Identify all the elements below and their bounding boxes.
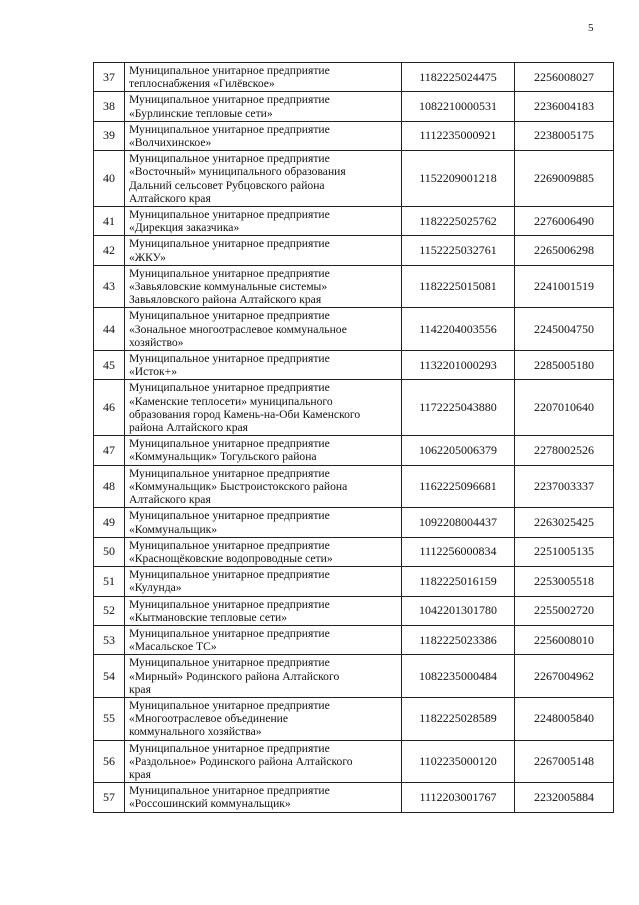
inn-cell: 2256008010	[515, 625, 614, 654]
enterprise-name-line: «Каменские теплосети» муниципального	[129, 394, 333, 408]
enterprise-name-line: «Коммунальщик» Тогульского района	[129, 450, 317, 464]
enterprise-name-line: Алтайского края	[129, 191, 211, 205]
table-row	[94, 265, 614, 308]
enterprise-name-line: «Кулунда»	[129, 581, 182, 595]
enterprise-name-cell	[125, 697, 402, 740]
enterprise-name-cell	[125, 436, 402, 465]
ogrn-cell: 1182225028589	[402, 697, 515, 740]
enterprise-name-line: «Коммунальщик» Быстроистокского района	[129, 479, 348, 493]
inn-cell: 2238005175	[515, 121, 614, 150]
enterprise-name-line: «Коммунальщик»	[129, 522, 218, 536]
inn-cell: 2241001519	[515, 265, 614, 308]
enterprise-name-line: «ЖКУ»	[129, 250, 166, 264]
inn-cell: 2276006490	[515, 207, 614, 236]
enterprise-name-cell	[125, 351, 402, 380]
row-number-cell: 42	[94, 236, 125, 265]
table-row	[94, 740, 614, 783]
enterprise-name-line: Завьяловского района Алтайского края	[129, 293, 322, 307]
enterprise-name-cell	[125, 63, 402, 92]
enterprise-name-line: Муниципальное унитарное предприятие	[129, 93, 330, 107]
table-row	[94, 207, 614, 236]
enterprise-name-line: «Кытмановские тепловые сети»	[129, 610, 288, 624]
enterprise-name-cell	[125, 655, 402, 698]
table-row	[94, 236, 614, 265]
enterprise-name-line: Муниципальное унитарное предприятие	[129, 741, 330, 755]
enterprise-name-line: Муниципальное унитарное предприятие	[129, 309, 330, 323]
enterprise-name-line: района Алтайского края	[129, 421, 248, 435]
enterprise-name-cell	[125, 783, 402, 812]
row-number-cell: 54	[94, 655, 125, 698]
row-number-cell: 51	[94, 567, 125, 596]
ogrn-cell: 1182225016159	[402, 567, 515, 596]
enterprise-name-cell	[125, 596, 402, 625]
inn-cell: 2285005180	[515, 351, 614, 380]
row-number-cell: 40	[94, 151, 125, 207]
inn-cell: 2267005148	[515, 740, 614, 783]
ogrn-cell: 1042201301780	[402, 596, 515, 625]
ogrn-cell: 1182225024475	[402, 63, 515, 92]
enterprise-name-line: образования город Камень-на-Оби Каменского	[129, 407, 361, 421]
table-row	[94, 380, 614, 436]
enterprise-name-cell	[125, 567, 402, 596]
row-number-cell: 45	[94, 351, 125, 380]
enterprise-name-line: Муниципальное унитарное предприятие	[129, 152, 330, 166]
inn-cell: 2265006298	[515, 236, 614, 265]
inn-cell: 2232005884	[515, 783, 614, 812]
enterprise-name-line: теплоснабжения «Гилёвское»	[129, 77, 275, 91]
inn-cell: 2248005840	[515, 697, 614, 740]
row-number-cell: 49	[94, 508, 125, 537]
enterprise-name-line: «Восточный» муниципального образования	[129, 165, 346, 179]
ogrn-cell: 1182225025762	[402, 207, 515, 236]
inn-cell: 2256008027	[515, 63, 614, 92]
enterprise-name-line: Муниципальное унитарное предприятие	[129, 208, 330, 222]
ogrn-cell: 1142204003556	[402, 308, 515, 351]
table-row	[94, 508, 614, 537]
row-number-cell: 37	[94, 63, 125, 92]
ogrn-cell: 1062205006379	[402, 436, 515, 465]
inn-cell: 2263025425	[515, 508, 614, 537]
enterprise-name-line: Муниципальное унитарное предприятие	[129, 381, 330, 395]
table-row	[94, 63, 614, 92]
row-number-cell: 50	[94, 537, 125, 566]
enterprise-name-cell	[125, 625, 402, 654]
enterprise-name-cell	[125, 236, 402, 265]
enterprise-name-cell	[125, 308, 402, 351]
ogrn-cell: 1182225015081	[402, 265, 515, 308]
row-number-cell: 44	[94, 308, 125, 351]
enterprise-registry-table	[93, 62, 614, 813]
enterprise-name-cell	[125, 151, 402, 207]
enterprise-name-cell	[125, 121, 402, 150]
enterprise-name-line: «Бурлинские тепловые сети»	[129, 106, 273, 120]
enterprise-name-line: Муниципальное унитарное предприятие	[129, 64, 330, 77]
table-row	[94, 596, 614, 625]
enterprise-name-line: «Масальское ТС»	[129, 640, 217, 654]
ogrn-cell: 1152225032761	[402, 236, 515, 265]
enterprise-name-line: Муниципальное унитарное предприятие	[129, 698, 330, 712]
enterprise-name-line: Муниципальное унитарное предприятие	[129, 568, 330, 582]
ogrn-cell: 1112203001767	[402, 783, 515, 812]
enterprise-name-line: Муниципальное унитарное предприятие	[129, 784, 330, 798]
enterprise-name-line: края	[129, 767, 151, 781]
ogrn-cell: 1102235000120	[402, 740, 515, 783]
table-row	[94, 655, 614, 698]
enterprise-name-line: Муниципальное унитарное предприятие	[129, 122, 330, 136]
table-row	[94, 92, 614, 121]
ogrn-cell: 1132201000293	[402, 351, 515, 380]
enterprise-name-line: коммунального хозяйства»	[129, 725, 262, 739]
ogrn-cell: 1152209001218	[402, 151, 515, 207]
enterprise-name-line: края	[129, 682, 151, 696]
enterprise-name-cell	[125, 537, 402, 566]
row-number-cell: 41	[94, 207, 125, 236]
enterprise-name-line: Муниципальное унитарное предприятие	[129, 266, 330, 280]
ogrn-cell: 1092208004437	[402, 508, 515, 537]
enterprise-name-line: Муниципальное унитарное предприятие	[129, 626, 330, 640]
registry-table-body	[94, 63, 614, 813]
enterprise-name-line: «Волчихинское»	[129, 136, 212, 150]
enterprise-name-line: «Раздольное» Родинского района Алтайского	[129, 754, 353, 768]
enterprise-name-line: Муниципальное унитарное предприятие	[129, 466, 330, 480]
row-number-cell: 55	[94, 697, 125, 740]
table-row	[94, 151, 614, 207]
row-number-cell: 39	[94, 121, 125, 150]
ogrn-cell: 1162225096681	[402, 465, 515, 508]
inn-cell: 2253005518	[515, 567, 614, 596]
table-row	[94, 567, 614, 596]
row-number-cell: 52	[94, 596, 125, 625]
enterprise-name-line: «Мирный» Родинского района Алтайского	[129, 669, 340, 683]
enterprise-name-line: Дальний сельсовет Рубцовского района	[129, 178, 325, 192]
ogrn-cell: 1112235000921	[402, 121, 515, 150]
table-row	[94, 465, 614, 508]
enterprise-name-cell	[125, 265, 402, 308]
page-number: 5	[588, 22, 594, 34]
row-number-cell: 53	[94, 625, 125, 654]
enterprise-name-line: Муниципальное унитарное предприятие	[129, 352, 330, 366]
inn-cell: 2251005135	[515, 537, 614, 566]
table-row	[94, 697, 614, 740]
enterprise-name-line: Муниципальное унитарное предприятие	[129, 597, 330, 611]
table-row	[94, 625, 614, 654]
inn-cell: 2278002526	[515, 436, 614, 465]
inn-cell: 2255002720	[515, 596, 614, 625]
table-row	[94, 436, 614, 465]
ogrn-cell: 1182225023386	[402, 625, 515, 654]
inn-cell: 2236004183	[515, 92, 614, 121]
row-number-cell: 43	[94, 265, 125, 308]
enterprise-name-cell	[125, 508, 402, 537]
enterprise-name-cell	[125, 465, 402, 508]
row-number-cell: 48	[94, 465, 125, 508]
inn-cell: 2245004750	[515, 308, 614, 351]
enterprise-name-line: Муниципальное унитарное предприятие	[129, 437, 330, 451]
enterprise-name-line: Муниципальное унитарное предприятие	[129, 509, 330, 523]
row-number-cell: 47	[94, 436, 125, 465]
enterprise-name-line: «Многоотраслевое объединение	[129, 712, 289, 726]
table-row	[94, 121, 614, 150]
row-number-cell: 56	[94, 740, 125, 783]
ogrn-cell: 1082210000531	[402, 92, 515, 121]
enterprise-name-line: «Исток+»	[129, 365, 177, 379]
enterprise-name-cell	[125, 92, 402, 121]
enterprise-name-line: «Завьяловские коммунальные системы»	[129, 280, 328, 294]
row-number-cell: 57	[94, 783, 125, 812]
enterprise-name-line: «Зональное многоотраслевое коммунальное	[129, 322, 347, 336]
table-row	[94, 308, 614, 351]
table-row	[94, 351, 614, 380]
inn-cell: 2237003337	[515, 465, 614, 508]
row-number-cell: 38	[94, 92, 125, 121]
inn-cell: 2207010640	[515, 380, 614, 436]
enterprise-name-cell	[125, 207, 402, 236]
enterprise-name-line: Муниципальное унитарное предприятие	[129, 656, 330, 670]
ogrn-cell: 1112256000834	[402, 537, 515, 566]
enterprise-name-line: «Краснощёковские водопроводные сети»	[129, 551, 333, 565]
table-row	[94, 537, 614, 566]
enterprise-name-line: «Дирекция заказчика»	[129, 221, 240, 235]
table-row	[94, 783, 614, 812]
row-number-cell: 46	[94, 380, 125, 436]
enterprise-name-line: «Россошинский коммунальщик»	[129, 797, 291, 811]
enterprise-name-line: Муниципальное унитарное предприятие	[129, 538, 330, 552]
inn-cell: 2269009885	[515, 151, 614, 207]
inn-cell: 2267004962	[515, 655, 614, 698]
enterprise-name-line: Муниципальное унитарное предприятие	[129, 237, 330, 251]
enterprise-name-line: хозяйство»	[129, 335, 184, 349]
ogrn-cell: 1082235000484	[402, 655, 515, 698]
ogrn-cell: 1172225043880	[402, 380, 515, 436]
enterprise-name-cell	[125, 740, 402, 783]
enterprise-name-line: Алтайского края	[129, 493, 211, 507]
enterprise-name-cell	[125, 380, 402, 436]
